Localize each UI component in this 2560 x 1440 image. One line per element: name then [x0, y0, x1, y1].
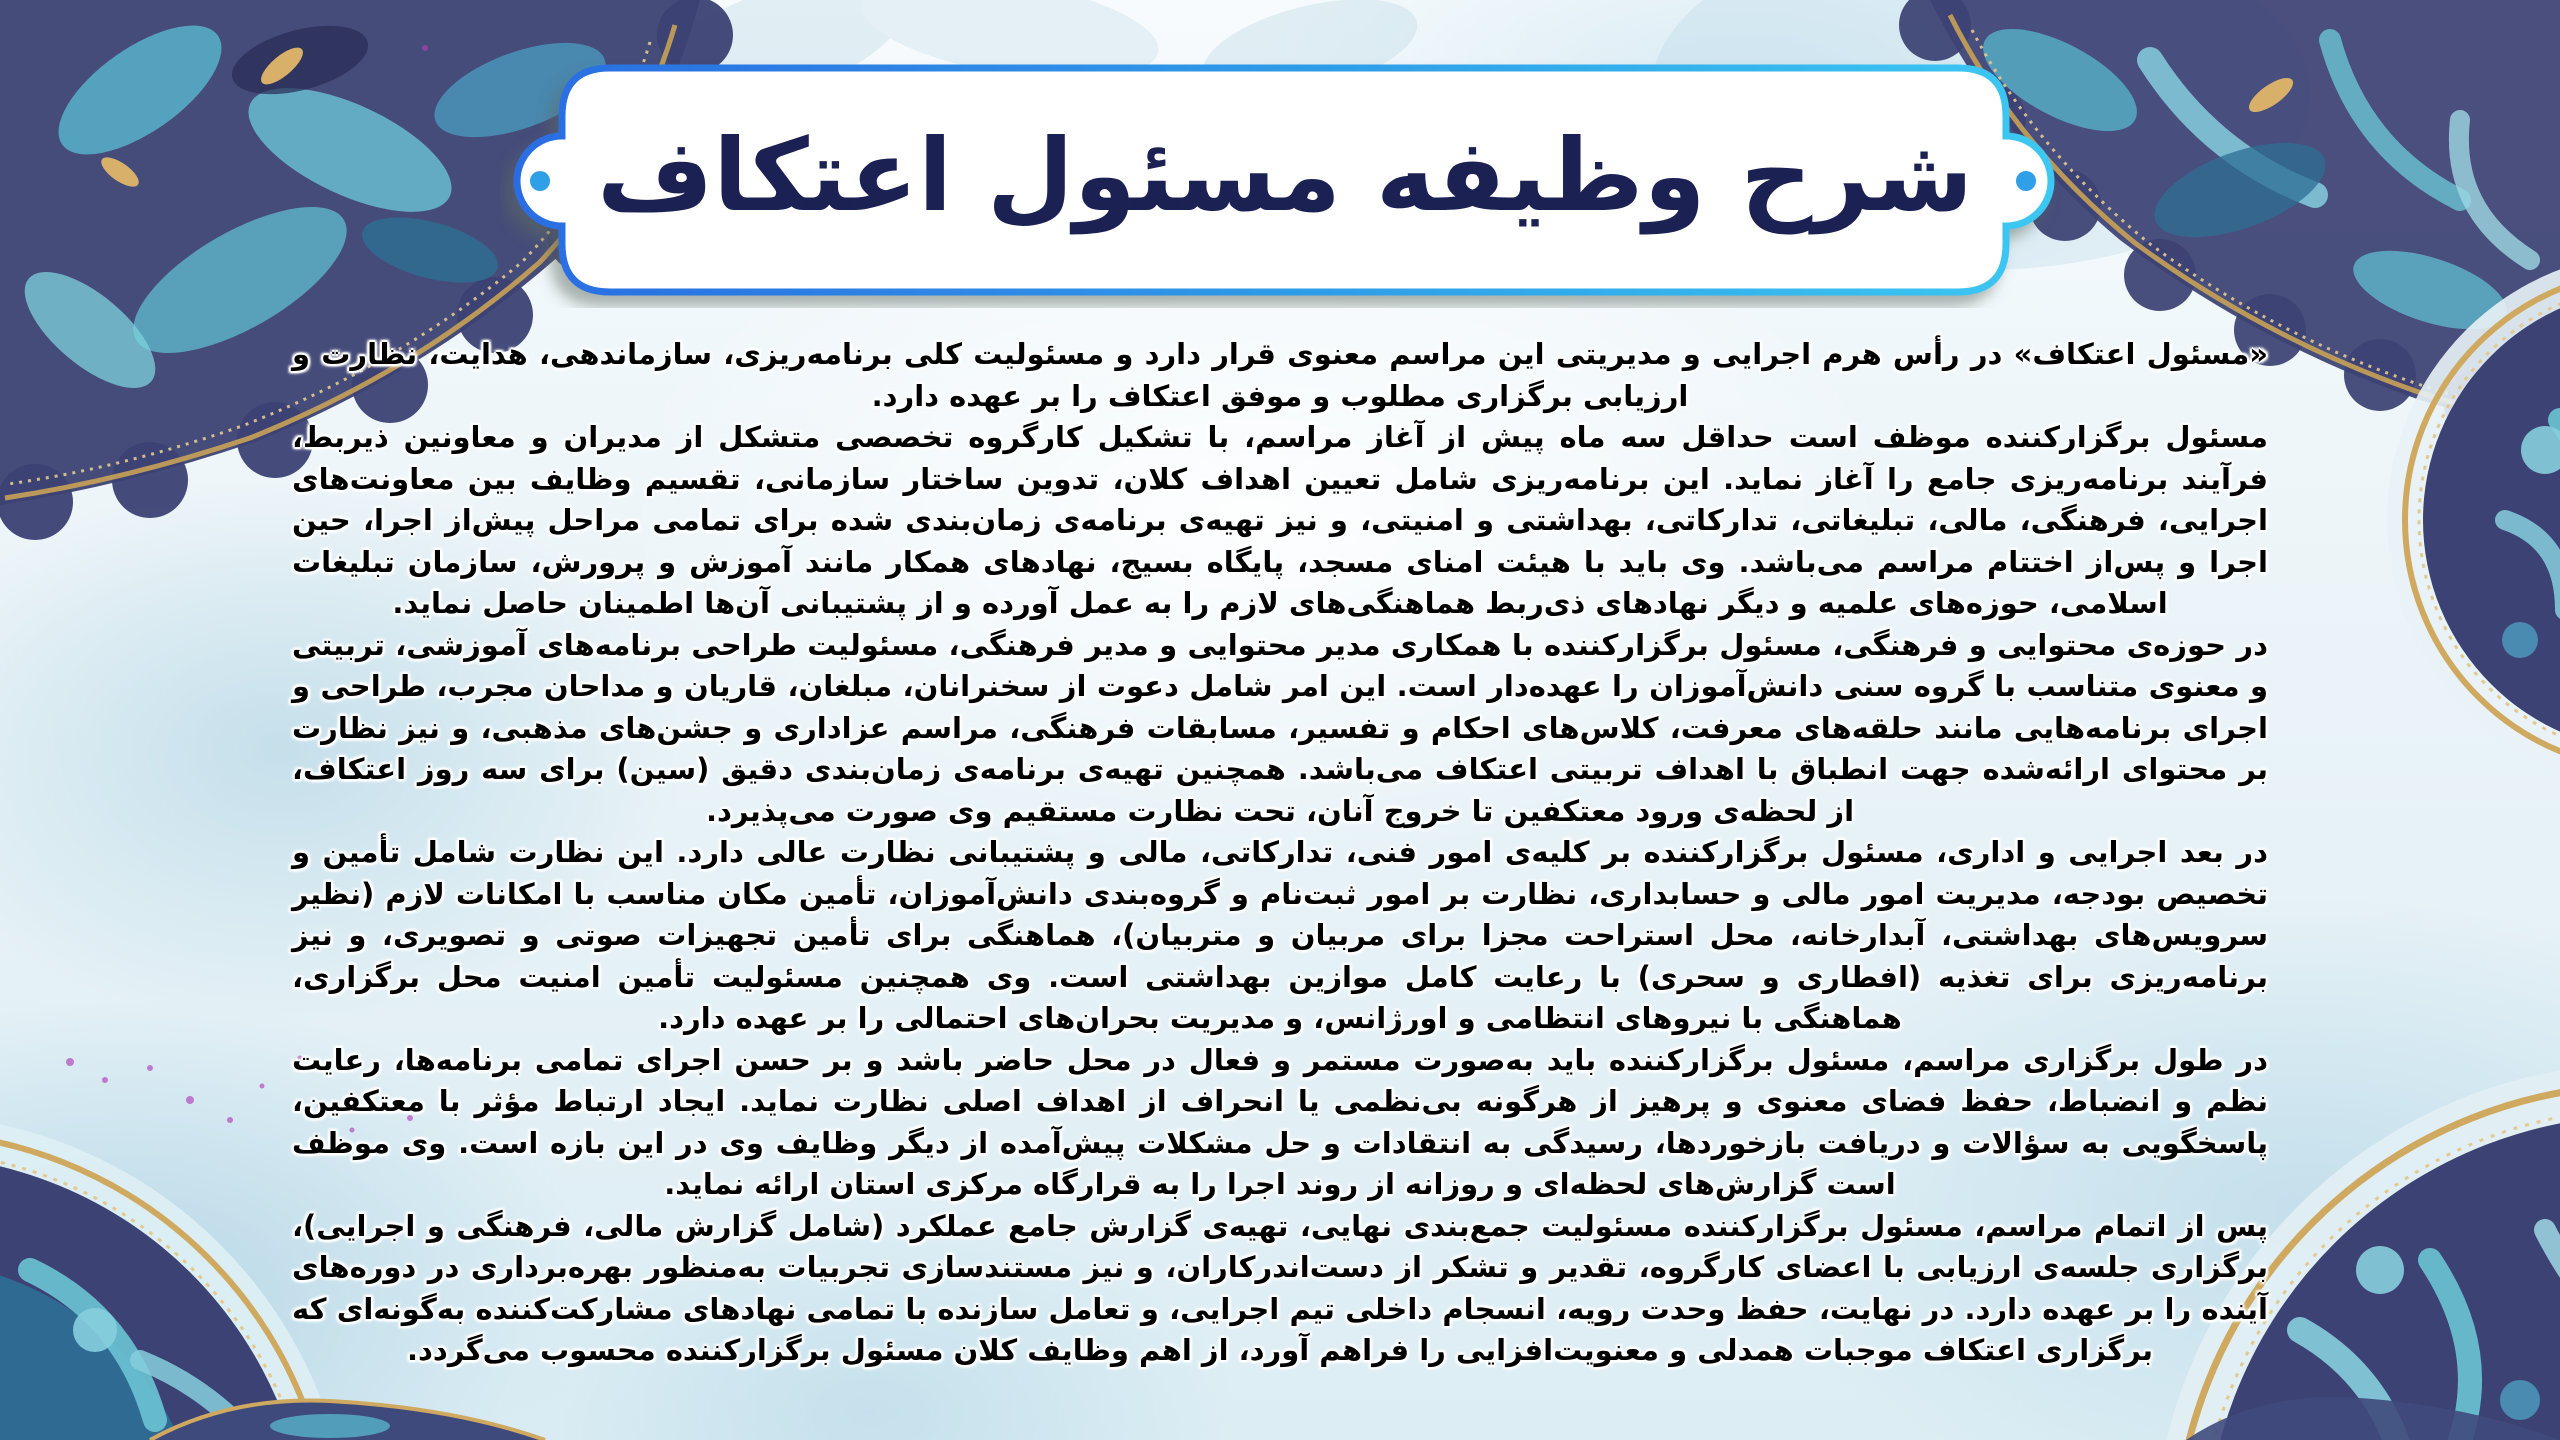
body-paragraph-1: «مسئول اعتکاف» در رأس هرم اجرایی و مدیریتی این مراسم معنوی قرار دارد و مسئولیت کلی برنامه‌ریزی، سازماندهی، هدایت، نظارت و ارزیابی برگزاری مطلوب و موفق اعتکاف را بر عهده دارد.	[292, 337, 2268, 413]
body-paragraph-3: در حوزه‌ی محتوایی و فرهنگی، مسئول برگزارکننده با همکاری مدیر محتوایی و مدیر فرهنگی، مسئولیت طراحی برنامه‌های آموزشی، تربیتی و معنوی متناسب با گروه سنی دانش‌آموزان را عهده‌دار است. این امر شامل دعوت از سخنرانان، مبلغان، قاریان و مداحان مجرب، طراحی و اجرای برنامه‌هایی مانند حلقه‌های معرفت، کلاس‌های احکام و تفسیر، مسابقات فرهنگی، مراسم عزاداری و جشن‌های مذهبی، و نیز نظارت بر محتوای ارائه‌شده جهت انطباق با اهداف تربیتی اعتکاف می‌باشد. همچنین تهیه‌ی برنامه‌ی زمان‌بندی دقیق (سین) برای سه روز اعتکاف، از لحظه‌ی ورود معتکفین تا خروج آنان، تحت نظارت مستقیم وی صورت می‌پذیرد.	[292, 627, 2268, 828]
frame-dot-right	[2016, 171, 2036, 191]
page-title: شرح وظیفه مسئول اعتکاف	[596, 116, 1974, 234]
frame-dot-left	[530, 171, 550, 191]
body-text-block	[292, 334, 2268, 1372]
body-paragraph-2: مسئول برگزارکننده موظف است حداقل سه ماه پیش از آغاز مراسم، با تشکیل کارگروه تخصصی متشکل از مدیران و معاونین ذیربط، فرآیند برنامه‌ریزی جامع را آغاز نماید. این برنامه‌ریزی شامل تعیین اهداف کلان، تدوین ساختار سازمانی، تقسیم وظایف بین معاونت‌های اجرایی، فرهنگی، مالی، تبلیغاتی، تدارکاتی، بهداشتی و امنیتی، و نیز تهیه‌ی برنامه‌ی زمان‌بندی شده برای تمامی مراحل پیش‌از اجرا، حین اجرا و پس‌از اختتام مراسم می‌باشد. وی باید با هیئت امنای مسجد، پایگاه بسیج، نهادهای همکار مانند آموزش و پرورش، سازمان تبلیغات اسلامی، حوزه‌های علمیه و دیگر نهادهای ذی‌ربط هماهنگی‌های لازم را به عمل آورده و از پشتیبانی آن‌ها اطمینان حاصل نماید.	[292, 420, 2268, 620]
body-paragraph-6: پس از اتمام مراسم، مسئول برگزارکننده مسئولیت جمع‌بندی نهایی، تهیه‌ی گزارش جامع عملکرد (شامل گزارش مالی، فرهنگی و اجرایی)، برگزاری جلسه‌ی ارزیابی با اعضای کارگروه، تقدیر و تشکر از دست‌اندرکاران، و نیز مستندسازی تجربیات به‌منظور بهره‌برداری در دوره‌های آینده را بر عهده دارد. در نهایت، حفظ وحدت رویه، انسجام داخلی تیم اجرایی، و تعامل سازنده با تمامی نهادهای مشارکت‌کننده به‌گونه‌ای که برگزاری اعتکاف موجبات همدلی و معنویت‌افزایی را فراهم آورد، از اهم وظایف کلان مسئول برگزارکننده محسوب می‌گردد.	[292, 1208, 2268, 1367]
body-paragraph-5: در طول برگزاری مراسم، مسئول برگزارکننده باید به‌صورت مستمر و فعال در محل حاضر باشد و بر حسن اجرای تمامی برنامه‌ها، رعایت نظم و انضباط، حفظ فضای معنوی و پرهیز از هرگونه بی‌نظمی یا انحراف از اهداف اصلی نظارت نماید. ایجاد ارتباط مؤثر با معتکفین، پاسخگویی به سؤالات و دریافت بازخوردها، رسیدگی به انتقادات و حل مشکلات پیش‌آمده از دیگر وظایف وی در این بازه است. وی موظف است گزارش‌های لحظه‌ای و روزانه از روند اجرا را به قرارگاه مرکزی استان ارائه نماید.	[292, 1042, 2268, 1201]
body-paragraph-4: در بعد اجرایی و اداری، مسئول برگزارکننده بر کلیه‌ی امور فنی، تدارکاتی، مالی و پشتیبانی نظارت عالی دارد. این نظارت شامل تأمین و تخصیص بودجه، مدیریت امور مالی و حسابداری، نظارت بر امور ثبت‌نام و گروه‌بندی دانش‌آموزان، تأمین مکان مناسب با امکانات لازم (نظیر سرویس‌های بهداشتی، آبدارخانه، محل استراحت مجزا برای مربیان و متربیان)، هماهنگی برای تأمین تجهیزات صوتی و تصویری، و نیز برنامه‌ریزی برای تغذیه (افطاری و سحری) با رعایت کامل موازین بهداشتی است. وی همچنین مسئولیت تأمین امنیت محل برگزاری، هماهنگی با نیروهای انتظامی و اورژانس، و مدیریت بحران‌های احتمالی را بر عهده دارد.	[292, 835, 2268, 1035]
